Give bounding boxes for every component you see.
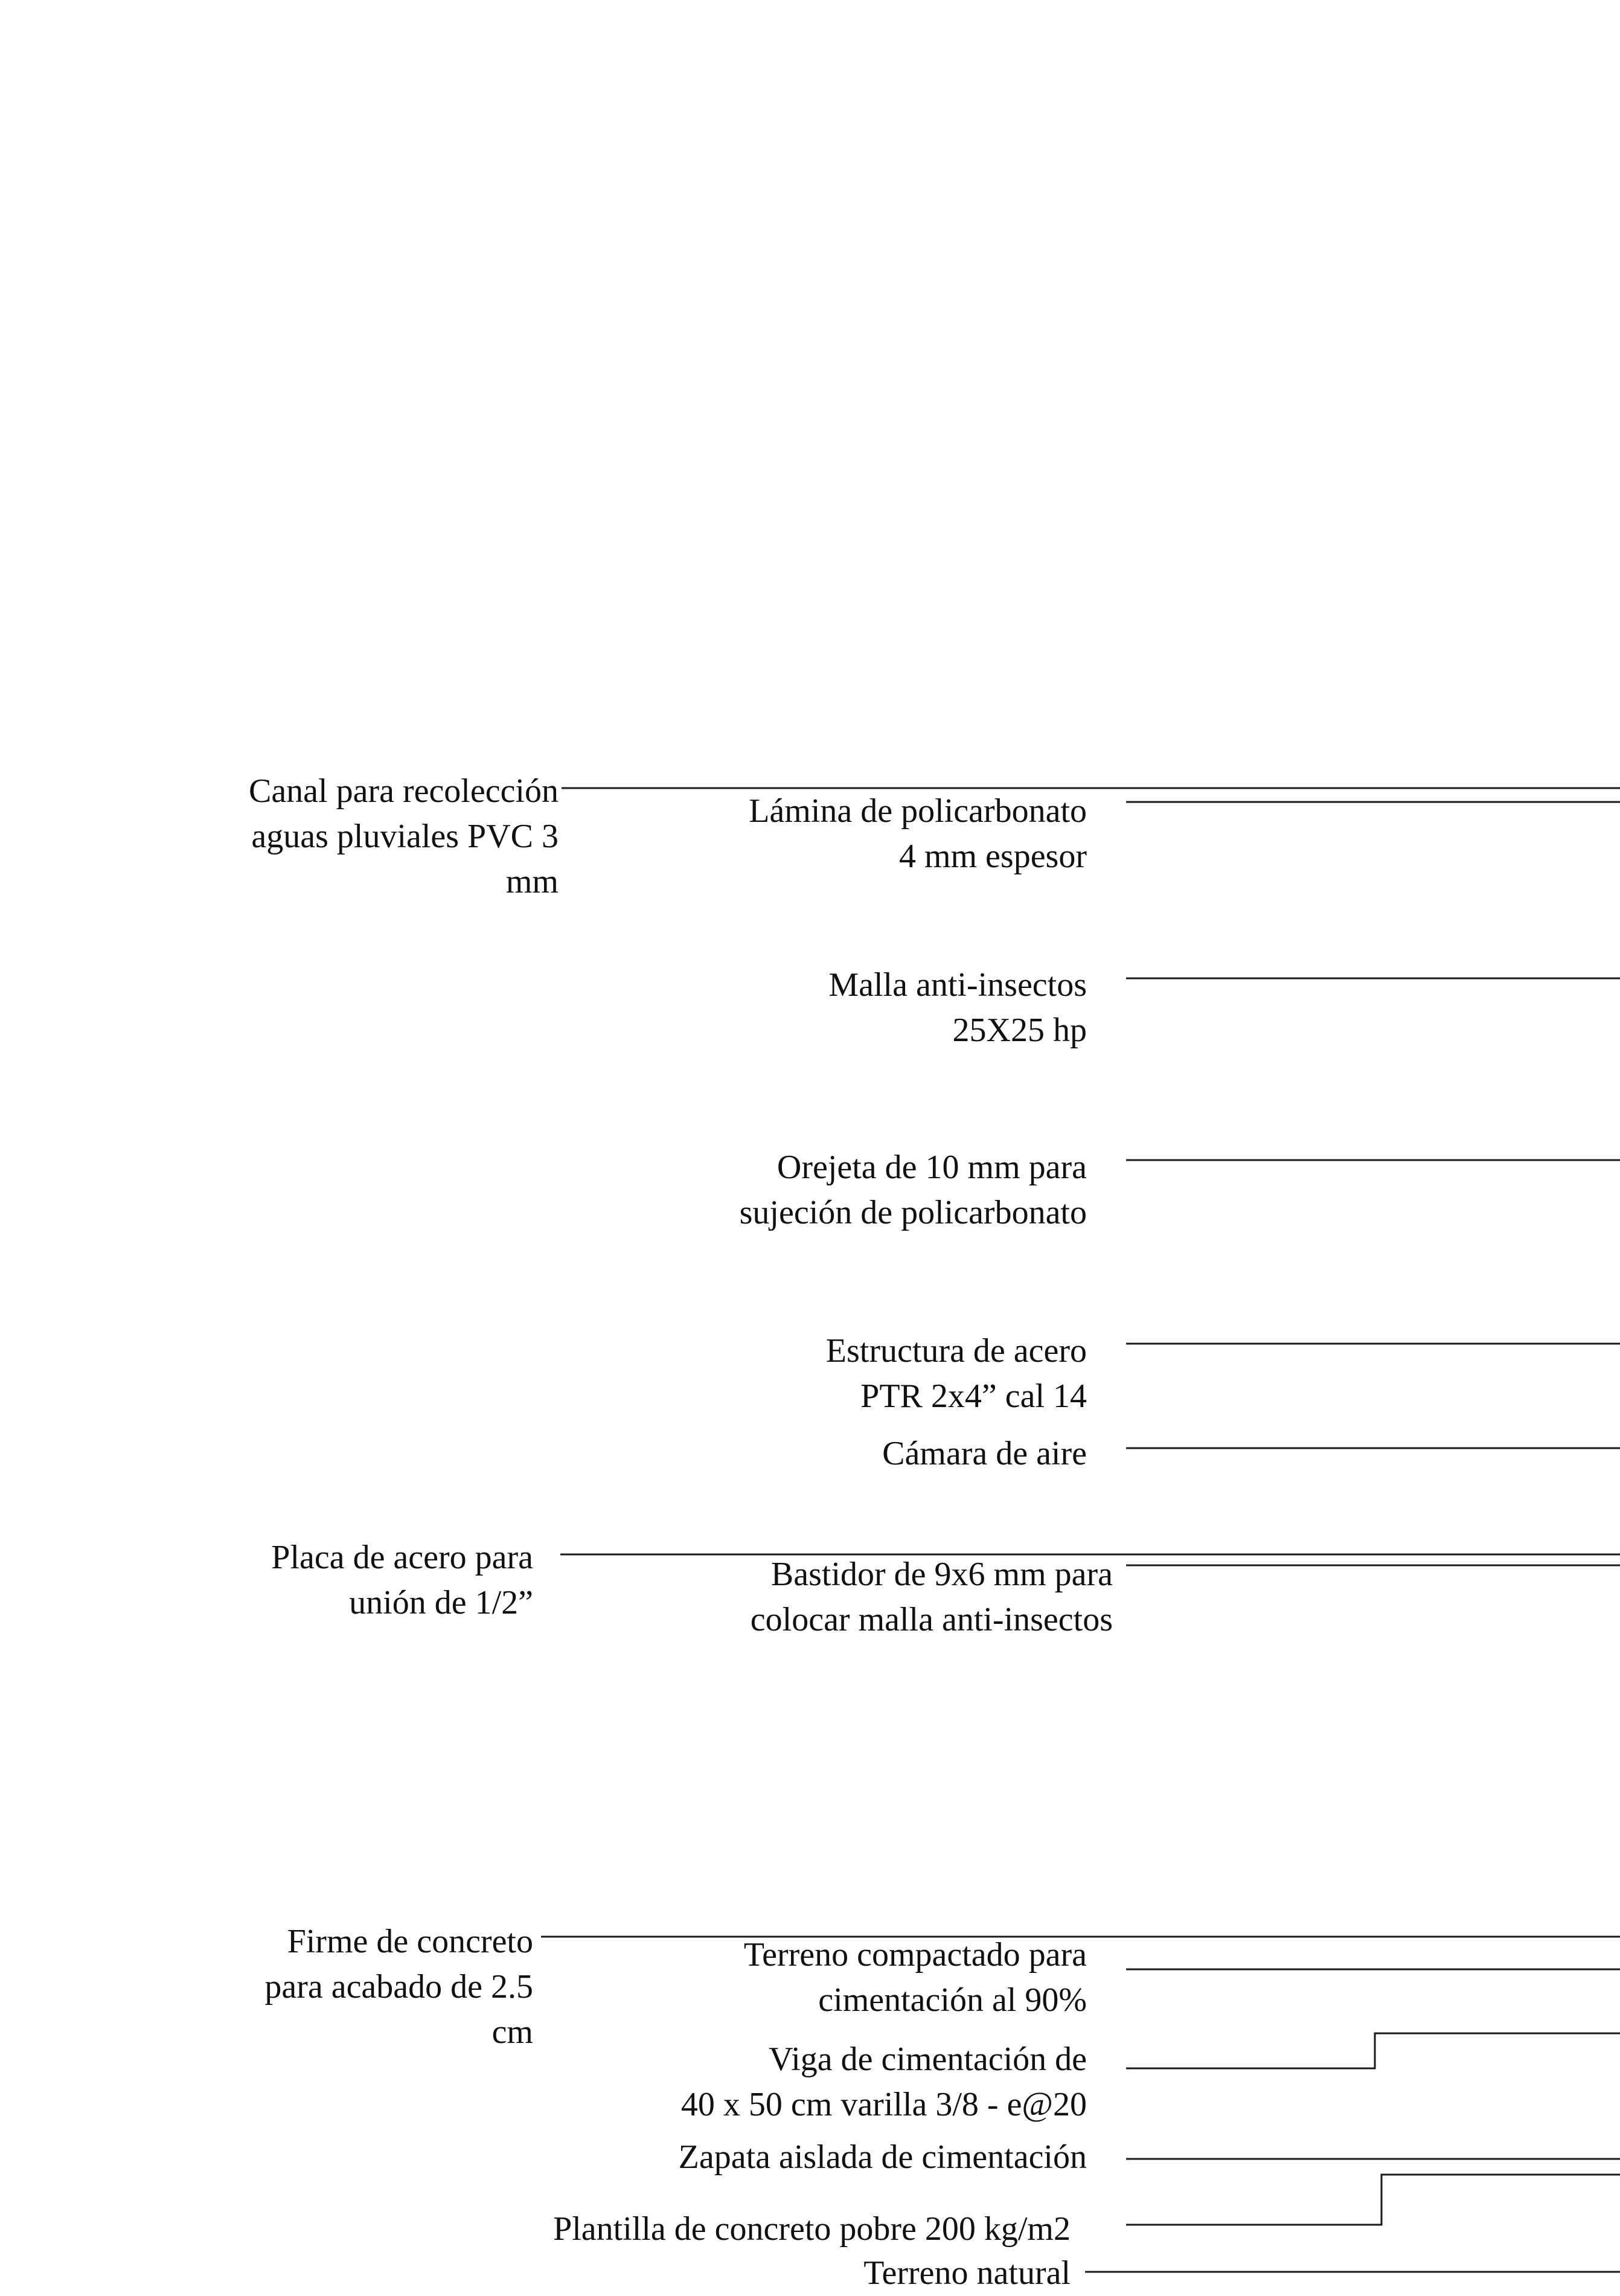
label-plantilla [553,2207,1071,2252]
label-terreno-natural [863,2251,1071,2296]
label-lamina [749,789,1087,879]
label-camara-line-1: Cámara de aire [882,1435,1087,1472]
label-terreno-compactado-line-2: cimentación al 90% [818,1981,1087,2019]
label-firme-line-1: Firme de concreto [287,1923,533,1960]
label-estructura-line-2: PTR 2x4” cal 14 [860,1377,1087,1415]
label-zapata-line-1: Zapata aislada de cimentación [678,2138,1087,2176]
label-canal-line-1: Canal para recolección [248,772,559,810]
label-malla-line-2: 25X25 hp [952,1012,1087,1049]
label-malla [828,963,1087,1053]
label-firme-line-2: para acabado de 2.5 [264,1968,533,2006]
label-viga-line-2: 40 x 50 cm varilla 3/8 - e@20 [680,2086,1087,2123]
leader-line-plantilla [1126,2175,1620,2225]
label-terreno-compactado-line-1: Terreno compactado para [743,1936,1087,1974]
label-placa-line-2: unión de 1/2” [349,1584,533,1621]
label-canal-line-3: mm [505,863,559,900]
label-bastidor-line-1: Bastidor de 9x6 mm para [770,1556,1113,1593]
label-orejeta [740,1145,1087,1236]
label-bastidor-line-2: colocar malla anti-insectos [750,1601,1113,1638]
label-orejeta-line-1: Orejeta de 10 mm para [776,1149,1087,1186]
label-viga-line-1: Viga de cimentación de [769,2041,1087,2078]
label-terreno-natural-line-1: Terreno natural [863,2254,1071,2292]
label-terreno-compactado [744,1932,1087,2023]
label-canal-line-2: aguas pluviales PVC 3 [251,818,559,855]
label-estructura-line-1: Estructura de acero [825,1332,1087,1370]
label-orejeta-line-2: sujeción de policarbonato [739,1194,1087,1231]
label-camara [882,1431,1087,1477]
label-lamina-line-1: Lámina de policarbonato [749,792,1087,830]
label-plantilla-line-1: Plantilla de concreto pobre 200 kg/m2 [553,2210,1071,2248]
label-placa-line-1: Placa de acero para [271,1539,533,1576]
label-canal [249,769,559,905]
leader-line-viga [1126,2033,1620,2068]
label-estructura [826,1329,1087,1419]
label-viga [681,2037,1087,2128]
label-zapata [679,2135,1087,2180]
label-firme-line-3: cm [491,2013,533,2051]
label-lamina-line-2: 4 mm espesor [898,838,1087,875]
label-placa [271,1535,533,1626]
label-firme [264,1919,533,2055]
label-malla-line-1: Malla anti-insectos [828,966,1087,1004]
label-bastidor [751,1552,1113,1643]
